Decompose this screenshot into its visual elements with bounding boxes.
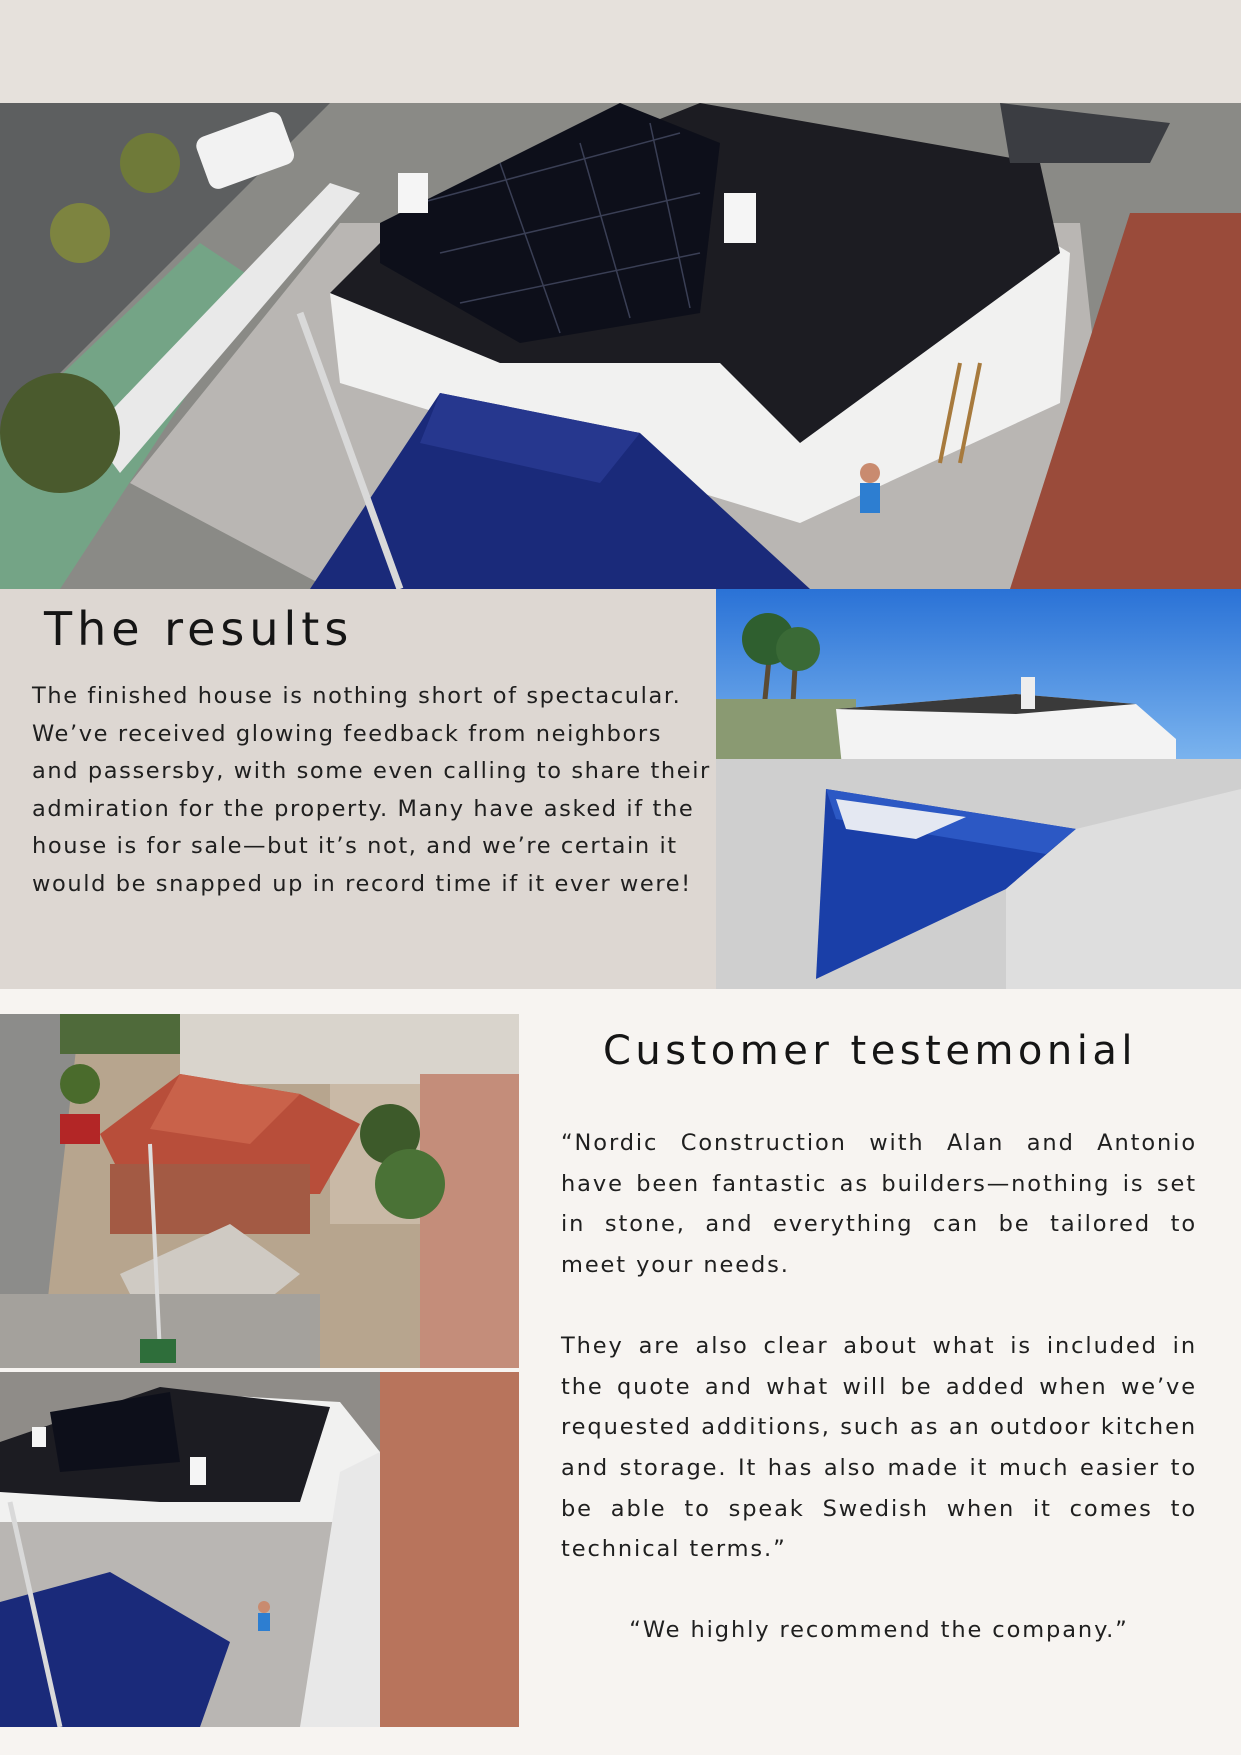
before-image [0,1014,519,1368]
after-photo [0,1372,519,1727]
hero-aerial-photo [0,103,1241,589]
testimonial-paragraph-2: They are also clear about what is included in the quote and what will be added when we’ve requested additions, such as an outdoor kitchen and storage. It has also made it much easier to be able to speak Swedish when it comes to technical terms.” [561,1332,1197,1563]
after-image [0,1372,519,1727]
testimonial-paragraph-1: “Nordic Construction with Alan and Antonio have been fantastic as builders—nothing is set in stone, and everything can be tailored to meet your needs. [561,1130,1197,1279]
testimonial-body [561,1123,1197,1651]
results-title: The results [44,602,354,656]
pool-photo [716,589,1241,989]
testimonial-closing: “We highly recommend the company.” [629,1617,1129,1644]
hero-aerial-image [0,103,1241,589]
pool-image [716,589,1241,989]
results-text: The finished house is nothing short of spectacular. We’ve received glowing feedback from neighbors and passersby, with some even calling to share their admiration for the property. Many have asked if the house is for sale—but it’s not, and we’re certain it would be snapped up in record time if it ever were! [32,683,711,897]
testimonial-title: Customer testemonial [603,1028,1137,1074]
before-photo [0,1014,519,1368]
